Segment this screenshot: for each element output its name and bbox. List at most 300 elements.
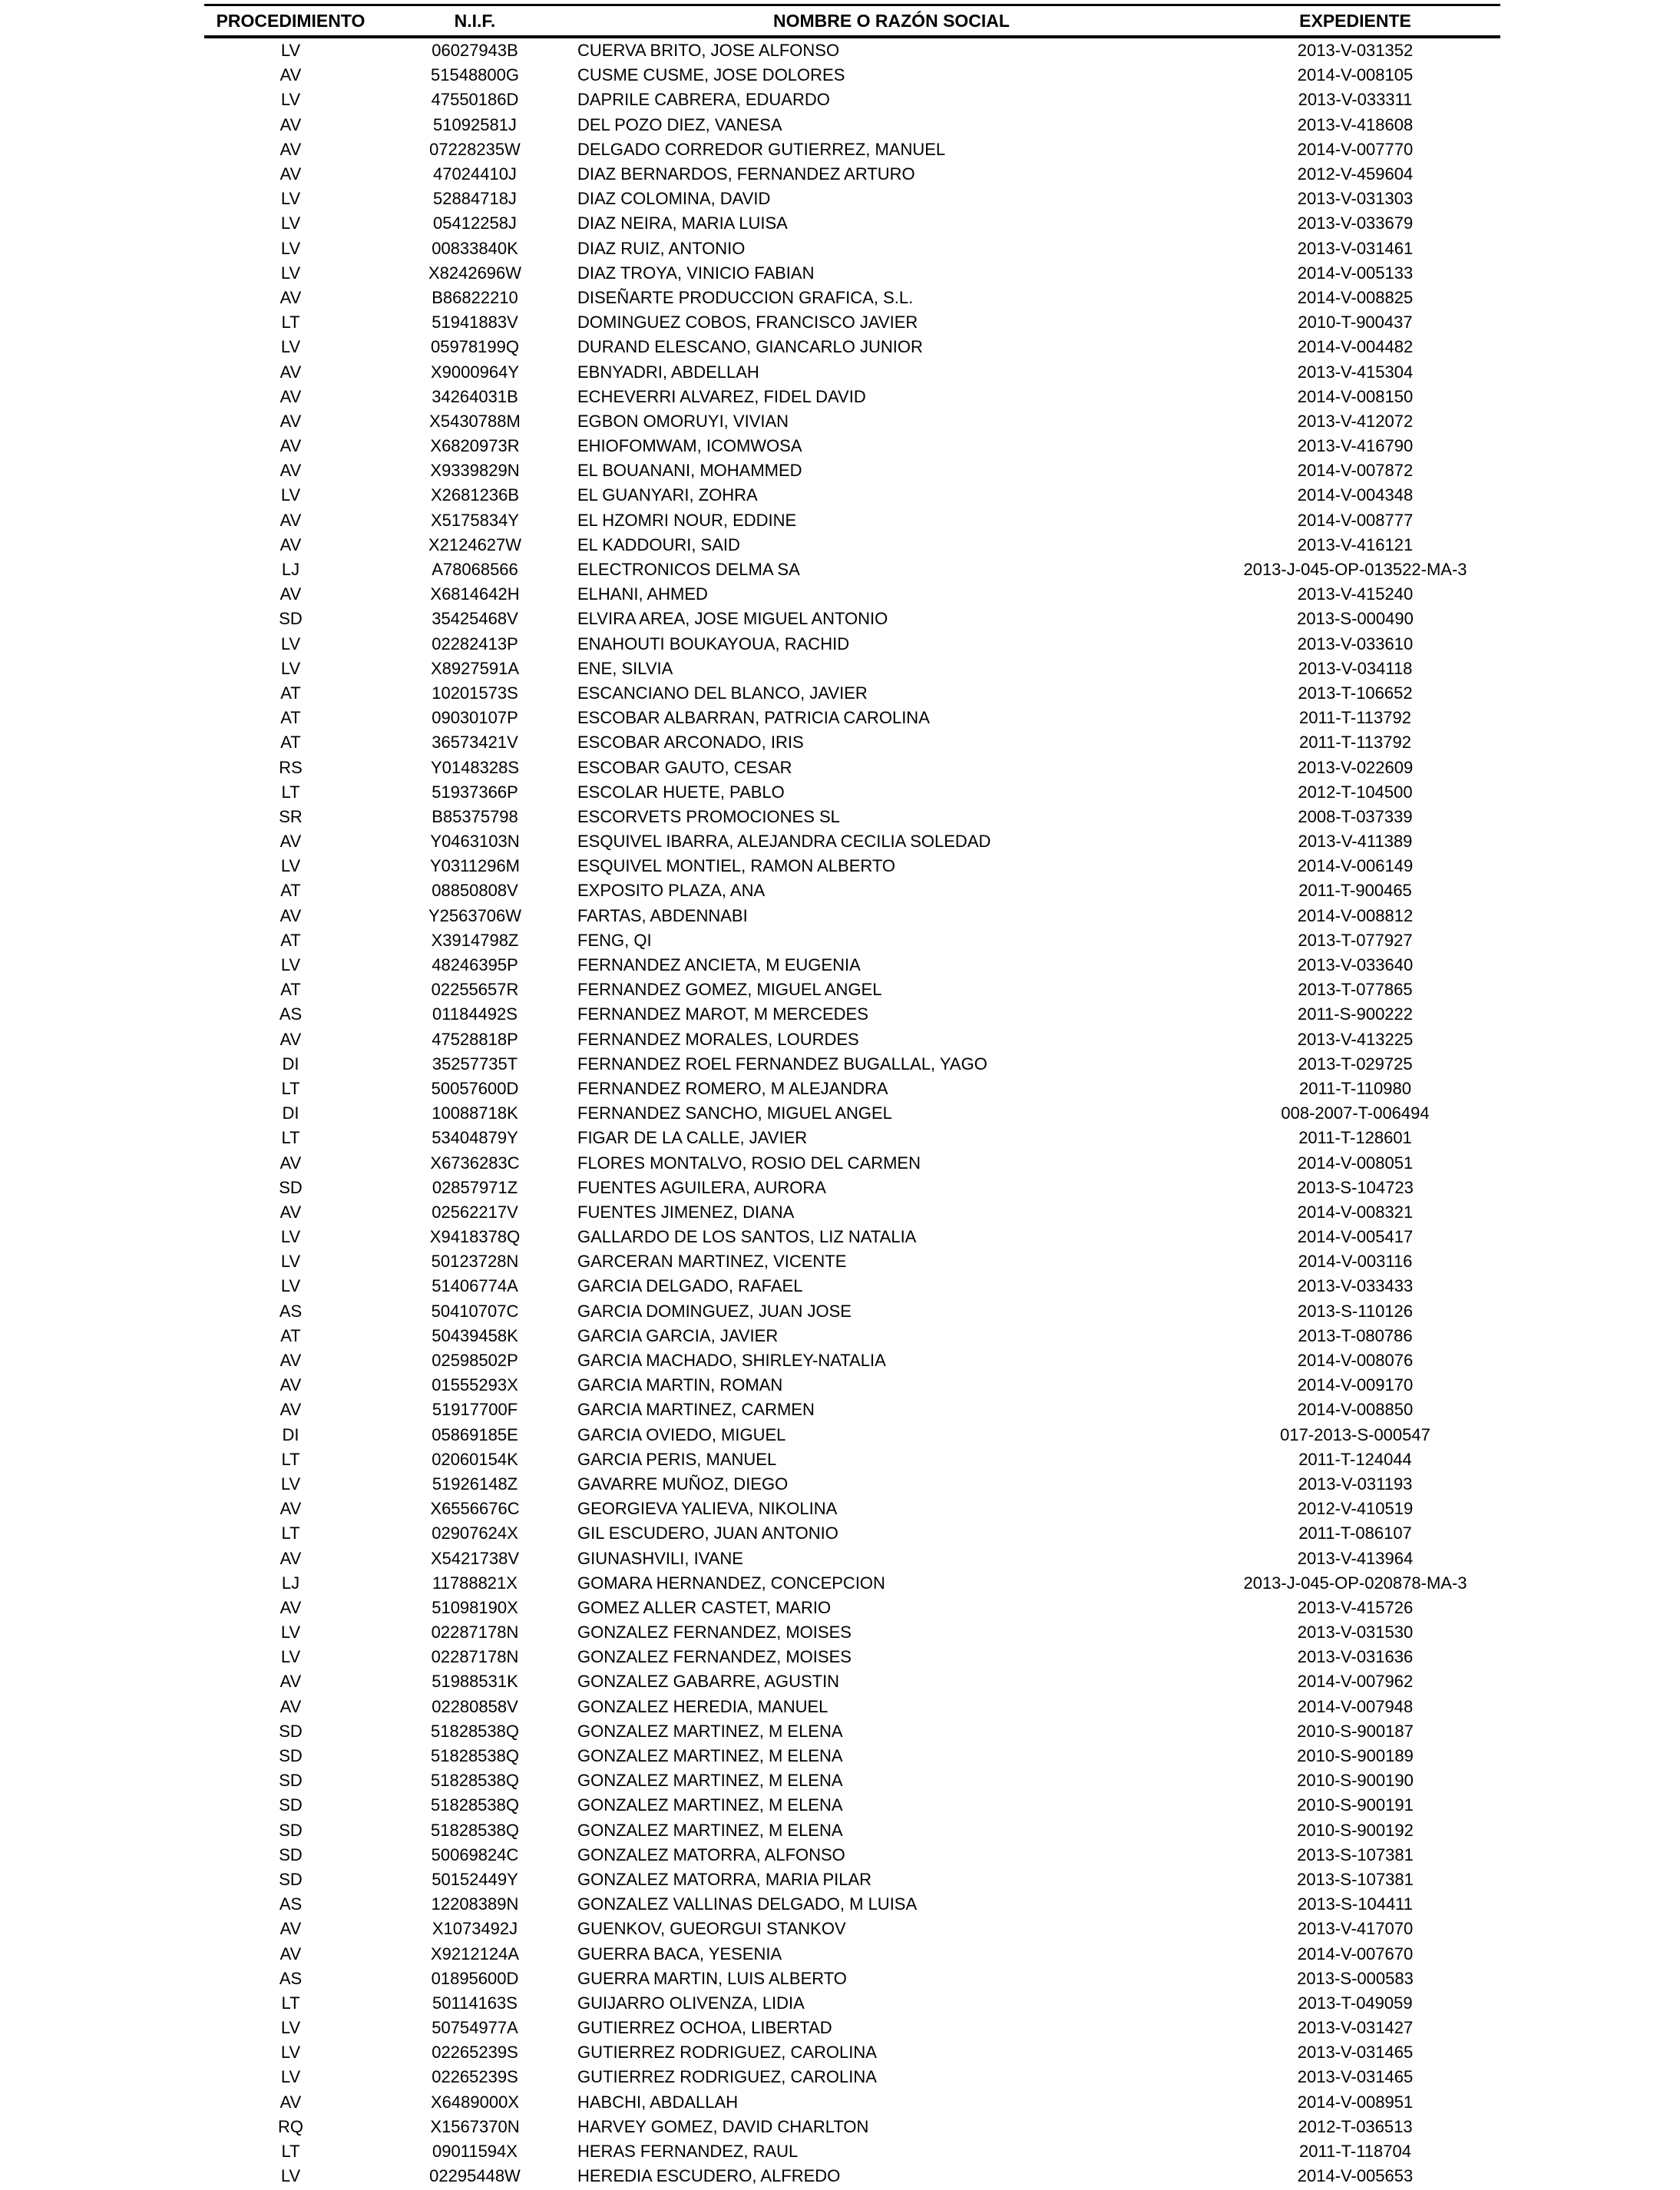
cell-nif: 51548800G	[431, 65, 519, 85]
cell-nombre: FLORES MONTALVO, ROSIO DEL CARMEN	[577, 1153, 921, 1173]
cell-expediente: 2013-V-416121	[1297, 534, 1414, 554]
cell-nombre: ESCANCIANO DEL BLANCO, JAVIER	[577, 683, 868, 703]
cell-proc: SD	[279, 1844, 303, 1864]
cell-proc: SD	[279, 1795, 303, 1815]
cell-expediente: 2013-J-045-OP-013522-MA-3	[1243, 560, 1467, 580]
cell-proc: AV	[279, 164, 302, 184]
cell-nombre: GARCERAN MARTINEZ, VICENTE	[577, 1252, 847, 1272]
cell-nif: X9212124A	[431, 1944, 519, 1963]
cell-proc: LV	[280, 2018, 301, 2038]
cell-nombre: ELVIRA AREA, JOSE MIGUEL ANTONIO	[577, 609, 888, 629]
cell-expediente: 2014-V-007670	[1297, 1944, 1414, 1963]
cell-expediente: 2014-V-008777	[1297, 510, 1414, 530]
cell-nif: 51988531K	[432, 1672, 518, 1692]
cell-expediente: 2012-T-036513	[1298, 2116, 1413, 2136]
cell-expediente: 2011-T-128601	[1298, 1128, 1412, 1148]
cell-nombre: GEORGIEVA YALIEVA, NIKOLINA	[577, 1499, 838, 1519]
cell-nif: X6814642H	[430, 584, 520, 604]
cell-proc: AT	[280, 1325, 301, 1345]
cell-nif: X1073492J	[432, 1919, 518, 1939]
cell-nif: 51828538Q	[431, 1746, 519, 1766]
cell-nif: 51941883V	[432, 313, 518, 332]
cell-nombre: GARCIA PERIS, MANUEL	[577, 1449, 777, 1469]
cell-proc: AV	[279, 1919, 302, 1939]
cell-nif: X9000964Y	[431, 362, 519, 382]
cell-nif: X8927591A	[431, 658, 519, 678]
cell-proc: LV	[280, 41, 301, 61]
table-row	[204, 359, 1500, 384]
cell-nif: 47550186D	[431, 90, 519, 110]
cell-nif: A78068566	[432, 560, 518, 580]
table-row	[204, 1249, 1500, 1274]
cell-nif: 51092581J	[433, 114, 517, 134]
cell-proc: LV	[280, 955, 301, 975]
cell-nombre: ESCOBAR GAUTO, CESAR	[577, 757, 792, 777]
cell-nombre: FIGAR DE LA CALLE, JAVIER	[577, 1128, 808, 1148]
cell-expediente: 2013-V-031427	[1297, 2018, 1414, 2038]
cell-nif: 02060154K	[432, 1449, 518, 1469]
cell-proc: AT	[280, 683, 301, 703]
cell-nif: 50069824C	[431, 1844, 519, 1864]
header-row	[204, 5, 1500, 38]
cell-expediente: 2014-V-007770	[1297, 139, 1414, 159]
cell-expediente: 2013-V-033640	[1297, 955, 1414, 975]
table-row	[204, 37, 1500, 63]
table-row	[204, 1917, 1500, 1941]
table-row	[204, 557, 1500, 582]
cell-expediente: 2013-V-031461	[1297, 238, 1414, 258]
cell-nombre: GONZALEZ MARTINEZ, M ELENA	[577, 1771, 843, 1791]
cell-nombre: EHIOFOMWAM, ICOMWOSA	[577, 436, 802, 456]
cell-nombre: EXPOSITO PLAZA, ANA	[577, 881, 766, 901]
cell-expediente: 2013-V-417070	[1297, 1919, 1414, 1939]
cell-nif: 35257735T	[432, 1054, 518, 1073]
cell-nombre: GONZALEZ HEREDIA, MANUEL	[577, 1696, 828, 1716]
cell-expediente: 2013-V-415240	[1297, 584, 1414, 604]
cell-expediente: 2013-V-413964	[1297, 1548, 1414, 1568]
table-row	[204, 187, 1500, 211]
table-row	[204, 2115, 1500, 2139]
cell-proc: DI	[282, 1424, 299, 1444]
cell-expediente: 2010-T-900437	[1298, 313, 1413, 332]
cell-nif: 02287178N	[431, 1647, 519, 1667]
cell-expediente: 2014-V-008825	[1297, 287, 1414, 307]
cell-nif: B85375798	[432, 806, 518, 826]
cell-expediente: 2014-V-005653	[1297, 2166, 1414, 2186]
cell-nombre: FERNANDEZ GOMEZ, MIGUEL ANGEL	[577, 980, 882, 1000]
cell-nombre: FERNANDEZ MORALES, LOURDES	[577, 1029, 859, 1049]
cell-expediente: 2013-V-031352	[1297, 41, 1414, 61]
table-row	[204, 2139, 1500, 2164]
cell-expediente: 2014-V-009170	[1297, 1375, 1414, 1395]
cell-nif: 08850808V	[432, 881, 518, 901]
cell-proc: SD	[279, 1820, 303, 1840]
table-row	[204, 1967, 1500, 1991]
cell-proc: AS	[279, 1968, 303, 1988]
table-row	[204, 854, 1500, 878]
table-row	[204, 1447, 1500, 1472]
cell-expediente: 2010-S-900191	[1297, 1795, 1414, 1815]
cell-nif: 02598502P	[432, 1351, 518, 1371]
cell-nif: 02265239S	[432, 2043, 518, 2063]
cell-expediente: 2013-T-077865	[1298, 980, 1413, 1000]
cell-proc: AT	[280, 930, 301, 950]
cell-proc: AV	[279, 1597, 302, 1617]
cell-expediente: 2011-T-113792	[1299, 708, 1411, 728]
cell-nif: 51828538Q	[431, 1820, 519, 1840]
cell-proc: LT	[281, 782, 300, 802]
cell-nombre: GONZALEZ FERNANDEZ, MOISES	[577, 1623, 852, 1642]
cell-expediente: 2013-V-022609	[1297, 757, 1414, 777]
cell-expediente: 2014-V-007962	[1297, 1672, 1414, 1692]
cell-nombre: GONZALEZ MATORRA, ALFONSO	[577, 1844, 845, 1864]
cell-nombre: EL HZOMRI NOUR, EDDINE	[577, 510, 797, 530]
cell-expediente: 2013-V-411389	[1298, 832, 1413, 852]
cell-nif: 01184492S	[432, 1004, 518, 1024]
cell-nombre: GONZALEZ MARTINEZ, M ELENA	[577, 1746, 843, 1766]
cell-proc: AV	[279, 510, 302, 530]
cell-proc: AV	[279, 1202, 302, 1222]
table-row	[204, 904, 1500, 928]
cell-nombre: GONZALEZ GABARRE, AGUSTIN	[577, 1672, 840, 1692]
cell-nif: X1567370N	[430, 2116, 520, 2136]
cell-expediente: 2011-S-900222	[1297, 1004, 1414, 1024]
cell-nif: Y0148328S	[431, 757, 519, 777]
cell-nif: X6489000X	[431, 2092, 519, 2112]
cell-nif: 50439458K	[432, 1325, 518, 1345]
table-row	[204, 1571, 1500, 1596]
cell-proc: LJ	[281, 1573, 300, 1593]
cell-expediente: 2014-V-005133	[1297, 263, 1414, 283]
table-row	[204, 1077, 1500, 1101]
cell-nombre: CUSME CUSME, JOSE DOLORES	[577, 65, 845, 85]
cell-nombre: GARCIA DOMINGUEZ, JUAN JOSE	[577, 1301, 852, 1321]
cell-proc: AV	[279, 905, 302, 925]
cell-nombre: DAPRILE CABRERA, EDUARDO	[577, 90, 830, 110]
cell-expediente: 2013-V-416790	[1297, 436, 1414, 456]
cell-nombre: ELECTRONICOS DELMA SA	[577, 560, 800, 580]
cell-nombre: GIL ESCUDERO, JUAN ANTONIO	[577, 1523, 838, 1543]
table-row	[204, 1225, 1500, 1249]
cell-expediente: 2013-V-033610	[1297, 634, 1414, 653]
cell-expediente: 2014-V-008951	[1297, 2092, 1414, 2112]
cell-proc: AV	[279, 534, 302, 554]
cell-proc: LT	[281, 313, 300, 332]
table-row	[204, 63, 1500, 88]
table-row	[204, 286, 1500, 310]
cell-nombre: DIAZ NEIRA, MARIA LUISA	[577, 213, 788, 233]
cell-nombre: GARCIA DELGADO, RAFAEL	[577, 1276, 803, 1296]
cell-nombre: CUERVA BRITO, JOSE ALFONSO	[577, 41, 840, 61]
cell-proc: LT	[281, 1449, 300, 1469]
table-row	[204, 1521, 1500, 1546]
cell-nombre: DISEÑARTE PRODUCCION GRAFICA, S.L.	[577, 287, 914, 307]
cell-nif: 51926148Z	[432, 1474, 518, 1494]
table-row	[204, 1472, 1500, 1497]
cell-expediente: 2011-T-124044	[1298, 1449, 1412, 1469]
cell-expediente: 008-2007-T-006494	[1281, 1103, 1430, 1123]
table-row	[204, 137, 1500, 162]
table-row	[204, 1744, 1500, 1768]
cell-nif: 02265239S	[432, 2067, 518, 2087]
table-row	[204, 755, 1500, 779]
cell-proc: SD	[279, 1869, 303, 1889]
cell-expediente: 2010-S-900192	[1297, 1820, 1414, 1840]
cell-nombre: FERNANDEZ ROEL FERNANDEZ BUGALLAL, YAGO	[577, 1054, 987, 1073]
table-row	[204, 582, 1500, 607]
cell-expediente: 2010-S-900190	[1297, 1771, 1414, 1791]
cell-expediente: 017-2013-S-000547	[1280, 1424, 1430, 1444]
table-header	[204, 5, 1500, 38]
cell-nif: X6820973R	[430, 436, 520, 456]
table-row	[204, 681, 1500, 706]
cell-proc: LV	[280, 2067, 301, 2087]
cell-proc: SD	[279, 1746, 303, 1766]
cell-proc: AV	[279, 287, 302, 307]
table-row	[204, 1645, 1500, 1669]
cell-proc: SD	[279, 1721, 303, 1741]
cell-nombre: GONZALEZ FERNANDEZ, MOISES	[577, 1647, 852, 1667]
cell-expediente: 2014-V-008105	[1297, 65, 1414, 85]
cell-proc: LV	[280, 1647, 301, 1667]
cell-expediente: 2014-V-008051	[1297, 1153, 1414, 1173]
table-row	[204, 1867, 1500, 1892]
cell-nombre: GUTIERREZ OCHOA, LIBERTAD	[577, 2018, 832, 2038]
cell-nombre: DEL POZO DIEZ, VANESA	[577, 114, 782, 134]
table-row	[204, 1176, 1500, 1200]
cell-nif: 02280858V	[432, 1696, 518, 1716]
cell-proc: AV	[279, 1499, 302, 1519]
table-row	[204, 730, 1500, 755]
table-row	[204, 409, 1500, 434]
cell-nif: 05978199Q	[431, 337, 519, 357]
table-row	[204, 458, 1500, 483]
column-header-procedimiento: PROCEDIMIENTO	[204, 5, 377, 38]
cell-nif: 00833840K	[432, 238, 518, 258]
cell-proc: LT	[281, 1078, 300, 1098]
cell-expediente: 2013-T-049059	[1298, 1993, 1413, 2013]
table-row	[204, 1497, 1500, 1521]
cell-nombre: GALLARDO DE LOS SANTOS, LIZ NATALIA	[577, 1227, 917, 1247]
table-row	[204, 1027, 1500, 1052]
cell-nombre: DIAZ BERNARDOS, FERNANDEZ ARTURO	[577, 164, 915, 184]
cell-proc: DI	[282, 1103, 299, 1123]
cell-nombre: GUERRA BACA, YESENIA	[577, 1944, 782, 1963]
cell-expediente: 2013-S-110126	[1297, 1301, 1414, 1321]
cell-nif: 50114163S	[432, 1993, 518, 2013]
table-row	[204, 2164, 1500, 2188]
table-row	[204, 310, 1500, 335]
cell-nif: 02562217V	[432, 1202, 518, 1222]
cell-proc: AV	[279, 1672, 302, 1692]
cell-nombre: DELGADO CORREDOR GUTIERREZ, MANUEL	[577, 139, 946, 159]
table-row	[204, 434, 1500, 458]
cell-nombre: GOMARA HERNANDEZ, CONCEPCION	[577, 1573, 885, 1593]
cell-nif: X5421738V	[431, 1548, 519, 1568]
cell-expediente: 2013-V-033679	[1297, 213, 1414, 233]
cell-proc: LV	[280, 658, 301, 678]
cell-proc: AV	[279, 1375, 302, 1395]
cell-proc: AT	[280, 733, 301, 753]
table-row	[204, 657, 1500, 681]
cell-nif: 36573421V	[432, 733, 518, 753]
cell-proc: AV	[279, 65, 302, 85]
cell-proc: LV	[280, 856, 301, 876]
table-row	[204, 1793, 1500, 1818]
table-row	[204, 335, 1500, 359]
cell-expediente: 2014-V-007948	[1297, 1696, 1414, 1716]
cell-nombre: EL BOUANANI, MOHAMMED	[577, 461, 802, 481]
cell-expediente: 2013-S-107381	[1297, 1844, 1414, 1864]
cell-expediente: 2013-V-033433	[1297, 1276, 1414, 1296]
cell-nif: X2124627W	[428, 534, 522, 554]
cell-nif: 02282413P	[432, 634, 518, 653]
cell-expediente: 2013-T-080786	[1298, 1325, 1413, 1345]
cell-nombre: HERAS FERNANDEZ, RAUL	[577, 2142, 799, 2162]
cell-expediente: 2013-S-104723	[1297, 1177, 1414, 1197]
cell-proc: LV	[280, 189, 301, 209]
cell-nombre: GARCIA MARTIN, ROMAN	[577, 1375, 783, 1395]
table-row	[204, 1348, 1500, 1373]
cell-nombre: FERNANDEZ ANCIETA, M EUGENIA	[577, 955, 861, 975]
cell-expediente: 2011-T-900465	[1298, 881, 1412, 901]
cell-proc: SR	[279, 806, 303, 826]
cell-proc: LT	[281, 1993, 300, 2013]
table-row	[204, 1398, 1500, 1422]
cell-nombre: GONZALEZ MARTINEZ, M ELENA	[577, 1721, 843, 1741]
cell-nif: 02857971Z	[432, 1177, 518, 1197]
table-row	[204, 928, 1500, 953]
cell-proc: LV	[280, 634, 301, 653]
cell-proc: LV	[280, 1474, 301, 1494]
cell-proc: LV	[280, 337, 301, 357]
cell-nombre: DIAZ TROYA, VINICIO FABIAN	[577, 263, 815, 283]
cell-expediente: 2013-V-031465	[1297, 2043, 1414, 2063]
cell-nif: 34264031B	[432, 386, 518, 406]
table-row	[204, 162, 1500, 187]
cell-proc: AV	[279, 832, 302, 852]
cell-nombre: ESCOLAR HUETE, PABLO	[577, 782, 785, 802]
cell-proc: SD	[279, 609, 303, 629]
cell-proc: AV	[279, 386, 302, 406]
cell-nombre: HABCHI, ABDALLAH	[577, 2092, 739, 2112]
cell-nombre: FUENTES AGUILERA, AURORA	[577, 1177, 826, 1197]
cell-nif: 05869185E	[432, 1424, 518, 1444]
cell-nombre: GUIJARRO OLIVENZA, LIDIA	[577, 1993, 805, 2013]
table-row	[204, 1620, 1500, 1645]
cell-expediente: 2014-V-008812	[1297, 905, 1414, 925]
table-row	[204, 1423, 1500, 1447]
cell-proc: SD	[279, 1771, 303, 1791]
cell-expediente: 2014-V-006149	[1297, 856, 1414, 876]
cell-expediente: 2011-T-110980	[1299, 1078, 1411, 1098]
cell-nombre: HARVEY GOMEZ, DAVID CHARLTON	[577, 2116, 869, 2136]
cell-nombre: GONZALEZ VALLINAS DELGADO, M LUISA	[577, 1894, 918, 1914]
cell-nombre: GUTIERREZ RODRIGUEZ, CAROLINA	[577, 2043, 877, 2063]
cell-nombre: FENG, QI	[577, 930, 652, 950]
table-row	[204, 1126, 1500, 1150]
cell-proc: LV	[280, 213, 301, 233]
cell-expediente: 2013-V-415304	[1297, 362, 1414, 382]
cell-proc: AV	[279, 362, 302, 382]
table-row	[204, 1200, 1500, 1225]
cell-proc: LV	[280, 1252, 301, 1272]
cell-nif: 07228235W	[429, 139, 521, 159]
cell-expediente: 2012-V-410519	[1297, 1499, 1414, 1519]
cell-proc: AV	[279, 436, 302, 456]
cell-nombre: GUERRA MARTIN, LUIS ALBERTO	[577, 1968, 847, 1988]
cell-nif: 50410707C	[431, 1301, 519, 1321]
cell-expediente: 2013-T-106652	[1298, 683, 1413, 703]
cell-expediente: 2011-T-118704	[1299, 2142, 1411, 2162]
table-row	[204, 1596, 1500, 1620]
cell-nombre: GOMEZ ALLER CASTET, MARIO	[577, 1597, 832, 1617]
cell-proc: AS	[279, 1004, 303, 1024]
cell-nif: 48246395P	[432, 955, 518, 975]
cell-nif: 53404879Y	[432, 1128, 518, 1148]
cell-nombre: EL GUANYARI, ZOHRA	[577, 485, 758, 505]
cell-proc: LV	[280, 2166, 301, 2186]
cell-expediente: 2014-V-004348	[1297, 485, 1414, 505]
table-row	[204, 261, 1500, 286]
cell-proc: LT	[281, 1128, 300, 1148]
table-row	[204, 1324, 1500, 1348]
cell-nombre: FUENTES JIMENEZ, DIANA	[577, 1202, 795, 1222]
cell-proc: AV	[279, 139, 302, 159]
cell-nif: 12208389N	[431, 1894, 519, 1914]
cell-proc: RS	[279, 757, 303, 777]
cell-expediente: 2013-V-418608	[1297, 114, 1414, 134]
cell-proc: AV	[279, 1944, 302, 1963]
cell-nombre: GARCIA OVIEDO, MIGUEL	[577, 1424, 786, 1444]
cell-expediente: 2013-S-107381	[1297, 1869, 1414, 1889]
cell-proc: RQ	[278, 2116, 303, 2136]
table-row	[204, 385, 1500, 409]
cell-nif: X3914798Z	[431, 930, 519, 950]
cell-proc: LV	[280, 1227, 301, 1247]
table-row	[204, 1150, 1500, 1175]
table-row	[204, 1546, 1500, 1570]
cell-proc: AS	[279, 1894, 303, 1914]
cell-nombre: GONZALEZ MATORRA, MARIA PILAR	[577, 1869, 872, 1889]
cell-nif: 51828538Q	[431, 1721, 519, 1741]
cell-expediente: 2013-S-000490	[1297, 609, 1414, 629]
cell-expediente: 2014-V-005417	[1297, 1227, 1414, 1247]
table-row	[204, 211, 1500, 236]
cell-nombre: GUENKOV, GUEORGUI STANKOV	[577, 1919, 846, 1939]
cell-nif: X9339829N	[430, 461, 520, 481]
cell-nif: 02287178N	[431, 1623, 519, 1642]
cell-nombre: ELHANI, AHMED	[577, 584, 708, 604]
cell-nombre: DIAZ RUIZ, ANTONIO	[577, 238, 746, 258]
table-row	[204, 1843, 1500, 1867]
cell-expediente: 2013-V-413225	[1297, 1029, 1414, 1049]
cell-expediente: 2013-T-077927	[1298, 930, 1413, 950]
cell-proc: LT	[281, 2142, 300, 2162]
cell-nif: 50754977A	[432, 2018, 518, 2038]
table-row	[204, 113, 1500, 137]
cell-expediente: 2013-V-031303	[1297, 189, 1414, 209]
cell-expediente: 2013-V-033311	[1298, 90, 1413, 110]
cell-nombre: ESCOBAR ALBARRAN, PATRICIA CAROLINA	[577, 708, 930, 728]
cell-nif: 51406774A	[432, 1276, 518, 1296]
cell-expediente: 2013-V-031465	[1297, 2067, 1414, 2087]
cell-nif: Y0311296M	[429, 856, 520, 876]
cell-nombre: ESQUIVEL MONTIEL, RAMON ALBERTO	[577, 856, 896, 876]
cell-nombre: GONZALEZ MARTINEZ, M ELENA	[577, 1795, 843, 1815]
table-row	[204, 878, 1500, 903]
cell-proc: AV	[279, 2092, 302, 2112]
